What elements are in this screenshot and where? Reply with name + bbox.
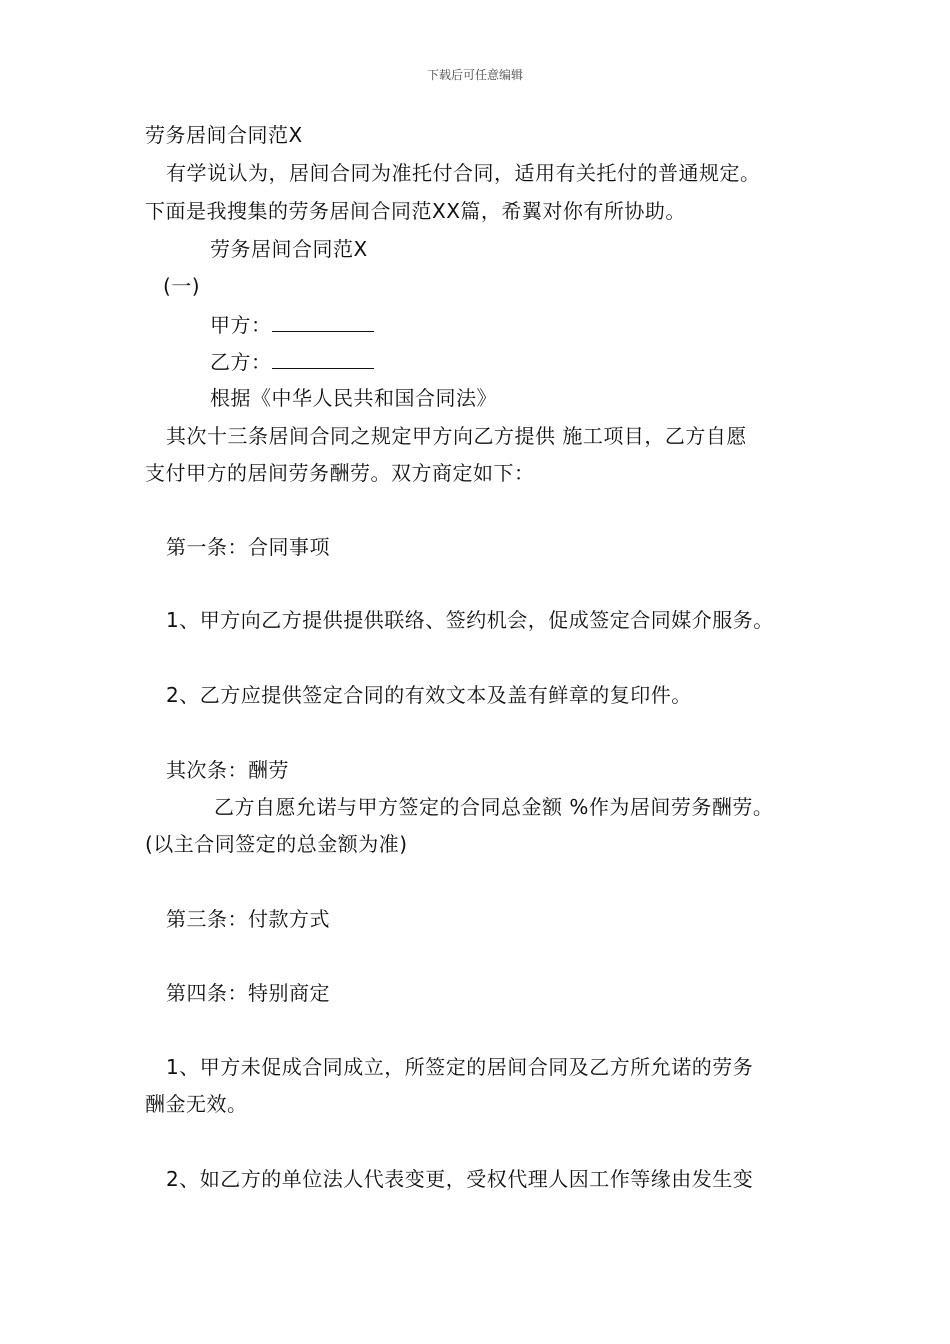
paragraph-1-line-2: 支付甲方的居间劳务酬劳。双方商定如下：	[145, 461, 535, 485]
document-title: 劳务居间合同范X	[145, 123, 303, 147]
article-3-title: 第三条：付款方式	[166, 907, 330, 931]
page-header: 下载后可任意编辑	[426, 68, 523, 82]
party-b-line	[210, 348, 374, 375]
article-2-line-1: 乙方自愿允诺与甲方签定的合同总金额 %作为居间劳务酬劳。	[214, 795, 774, 819]
party-a-label: 甲方：	[210, 313, 272, 337]
article-2-line-2: (以主合同签定的总金额为准)	[145, 832, 408, 856]
legal-basis: 根据《中华人民共和国合同法》	[210, 386, 497, 410]
party-a-blank	[272, 311, 374, 332]
intro-line-1: 有学说认为，居间合同为准托付合同，适用有关托付的普通规定。	[166, 161, 761, 185]
article-4-title: 第四条：特别商定	[166, 981, 330, 1005]
article-1-title: 第一条：合同事项	[166, 535, 330, 559]
contract-subtitle: 劳务居间合同范X	[210, 237, 368, 261]
article-4-item-1-line-1: 1、甲方未促成合同成立，所签定的居间合同及乙方所允诺的劳务	[166, 1055, 754, 1079]
paragraph-1-line-1: 其次十三条居间合同之规定甲方向乙方提供 施工项目，乙方自愿	[166, 424, 747, 448]
article-1-item-1: 1、甲方向乙方提供提供联络、签约机会，促成签定合同媒介服务。	[166, 608, 774, 632]
section-mark: (一)	[163, 274, 201, 298]
article-1-item-2: 2、乙方应提供签定合同的有效文本及盖有鲜章的复印件。	[166, 683, 692, 707]
article-4-item-2-line-1: 2、如乙方的单位法人代表变更，受权代理人因工作等缘由发生变	[166, 1167, 754, 1191]
party-b-blank	[272, 348, 374, 369]
intro-line-2: 下面是我搜集的劳务居间合同范XX篇，希翼对你有所协助。	[145, 199, 686, 223]
article-2-title: 其次条：酬劳	[166, 758, 289, 782]
article-4-item-1-line-2: 酬金无效。	[145, 1092, 248, 1116]
party-b-label: 乙方：	[210, 350, 272, 374]
party-a-line	[210, 311, 374, 338]
